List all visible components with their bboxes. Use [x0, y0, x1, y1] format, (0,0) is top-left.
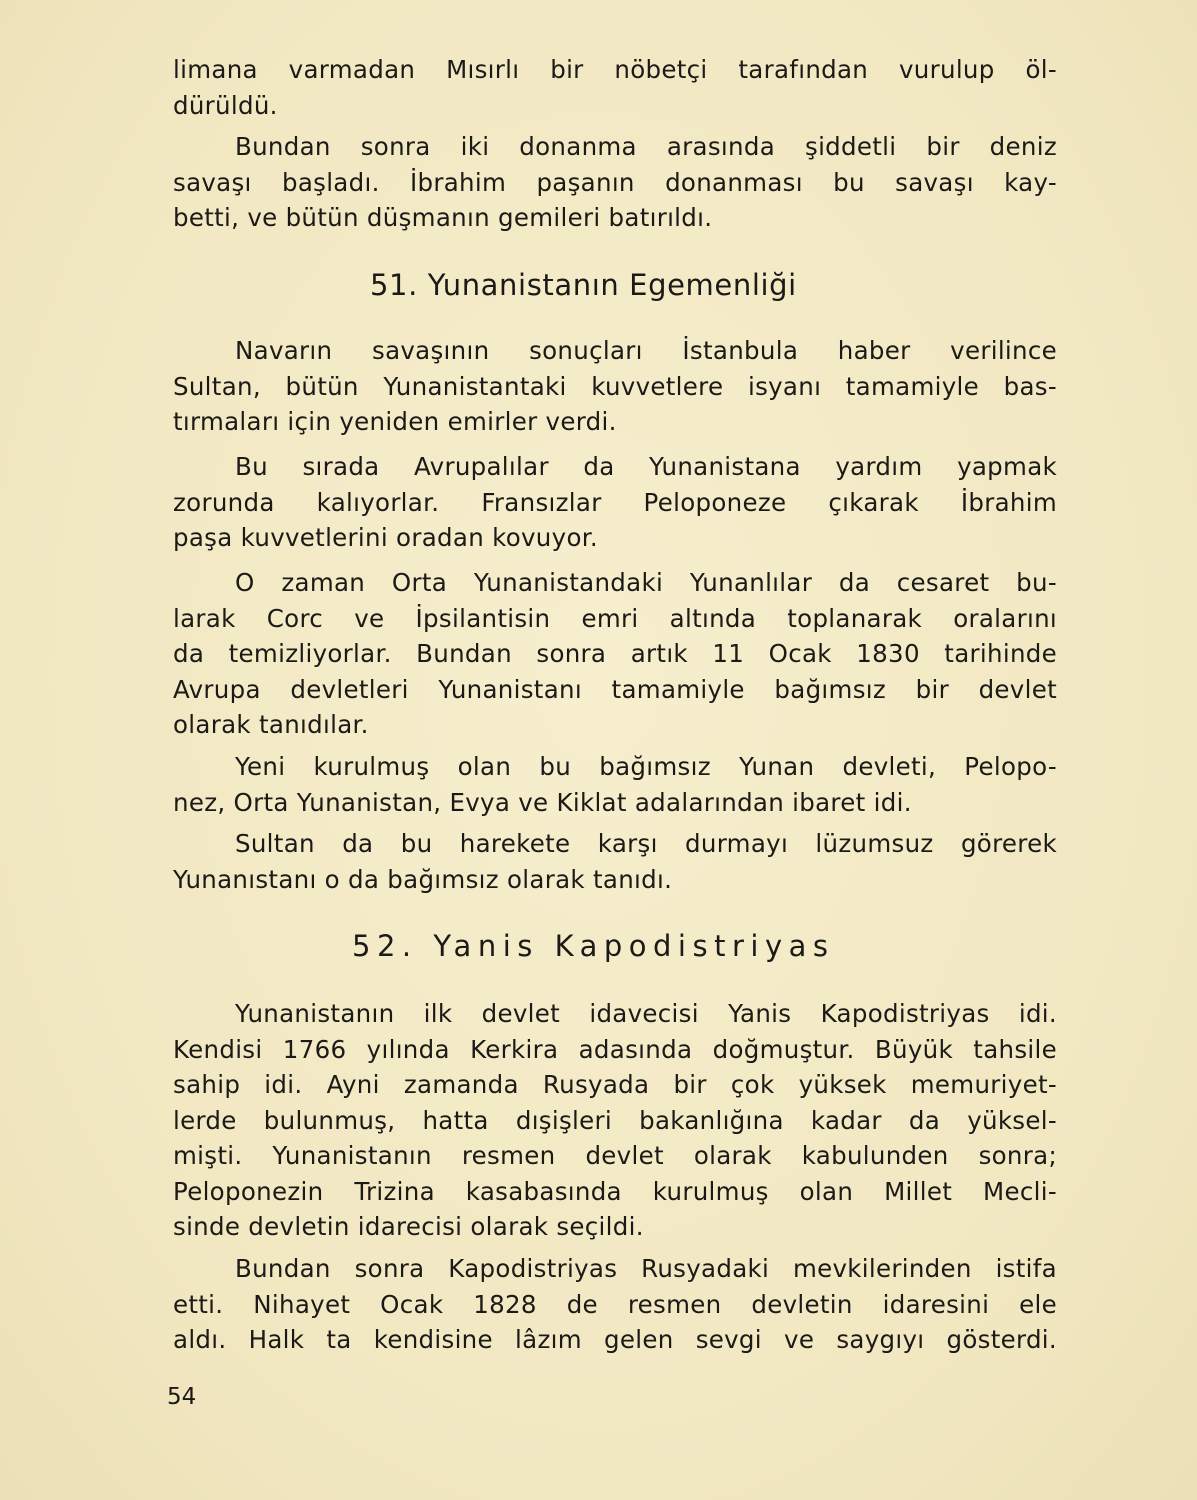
text-line: O zaman Orta Yunanistandaki Yunanlılar da cesaret bu-	[235, 568, 1057, 597]
text-line: Peloponezin Trizina kasabasında kurulmuş olan Millet Mecli-	[173, 1176, 1057, 1206]
text-line: sahip idi. Ayni zamanda Rusyada bir çok yüksek memuriyet-	[173, 1070, 1057, 1099]
text-line: lerde bulunmuş, hatta dışişleri bakanlığına kadar da yüksel-	[173, 1105, 1057, 1135]
text-line: limana varmadan Mısırlı bir nöbetçi tarafından vurulup öl-	[173, 55, 1057, 84]
text-line: Yunanistanın ilk devlet idavecisi Yanis Kapodistriyas idi.	[235, 999, 1057, 1028]
text-line: etti. Nihayet Ocak 1828 de resmen devletin idaresini ele	[173, 1289, 1057, 1319]
text-line: zorunda kalıyorlar. Fransızlar Peloponeze çıkarak İbrahim	[173, 487, 1057, 517]
text-line: Kendisi 1766 yılında Kerkira adasında doğmuştur. Büyük tahsile	[173, 1034, 1057, 1064]
text-line: Bundan sonra Kapodistriyas Rusyadaki mevkilerinden istifa	[235, 1254, 1057, 1283]
text-line: larak Corc ve İpsilantisin emri altında toplanarak oralarını	[173, 603, 1057, 633]
section-heading-51: 51. Yunanistanın Egemenliği	[370, 268, 797, 302]
paragraph-europeans-help	[173, 449, 1057, 556]
paragraph-sultan-recognition	[173, 826, 1057, 897]
text-line: sinde devletin idarecisi olarak seçildi.	[173, 1212, 644, 1241]
text-line: nez, Orta Yunanistan, Evya ve Kiklat adalarından ibaret idi.	[173, 787, 912, 817]
text-line: savaşı başladı. İbrahim paşanın donanması bu savaşı kay-	[173, 167, 1057, 197]
paragraph-continuation	[173, 52, 1057, 123]
text-line: olarak tanıdılar.	[173, 710, 369, 739]
text-line: Sultan da bu harekete karşı durmayı lüzumsuz görerek	[235, 829, 1057, 858]
section-heading-52: 52. Yanis Kapodistriyas	[352, 929, 835, 963]
text-line: mişti. Yunanistanın resmen devlet olarak kabulunden sonra;	[173, 1141, 1057, 1170]
text-line: Navarın savaşının sonuçları İstanbula haber verilince	[235, 336, 1057, 365]
paragraph-navarin-results	[173, 333, 1057, 440]
text-line: paşa kuvvetlerini oradan kovuyor.	[173, 523, 598, 552]
text-line: Bu sırada Avrupalılar da Yunanistana yardım yapmak	[235, 452, 1057, 481]
paragraph-new-state	[173, 749, 1057, 820]
text-line: tırmaları için yeniden emirler verdi.	[173, 407, 617, 436]
text-line: da temizliyorlar. Bundan sonra artık 11 Ocak 1830 tarihinde	[173, 639, 1057, 668]
text-line: Yunanıstanı o da bağımsız olarak tanıdı.	[173, 864, 673, 894]
text-line: dürüldü.	[173, 90, 278, 120]
text-line: Bundan sonra iki donanma arasında şiddetli bir deniz	[235, 132, 1057, 161]
text-line: Yeni kurulmuş olan bu bağımsız Yunan devleti, Pelopo-	[235, 752, 1057, 781]
text-line: Avrupa devletleri Yunanistanı tamamiyle bağımsız bir devlet	[173, 674, 1057, 704]
paragraph-independence	[173, 565, 1057, 743]
text-line: aldı. Halk ta kendisine lâzım gelen sevgi ve saygıyı gösterdi.	[173, 1325, 1057, 1354]
text-line: Sultan, bütün Yunanistantaki kuvvetlere isyanı tamamiyle bas-	[173, 371, 1057, 401]
paragraph-naval-battle	[173, 129, 1057, 236]
text-line: betti, ve bütün düşmanın gemileri batırıldı.	[173, 203, 713, 232]
paragraph-kapodistriyas-bio	[173, 996, 1057, 1245]
paragraph-kapodistriyas-rule	[173, 1251, 1057, 1358]
page-number: 54	[167, 1384, 197, 1410]
